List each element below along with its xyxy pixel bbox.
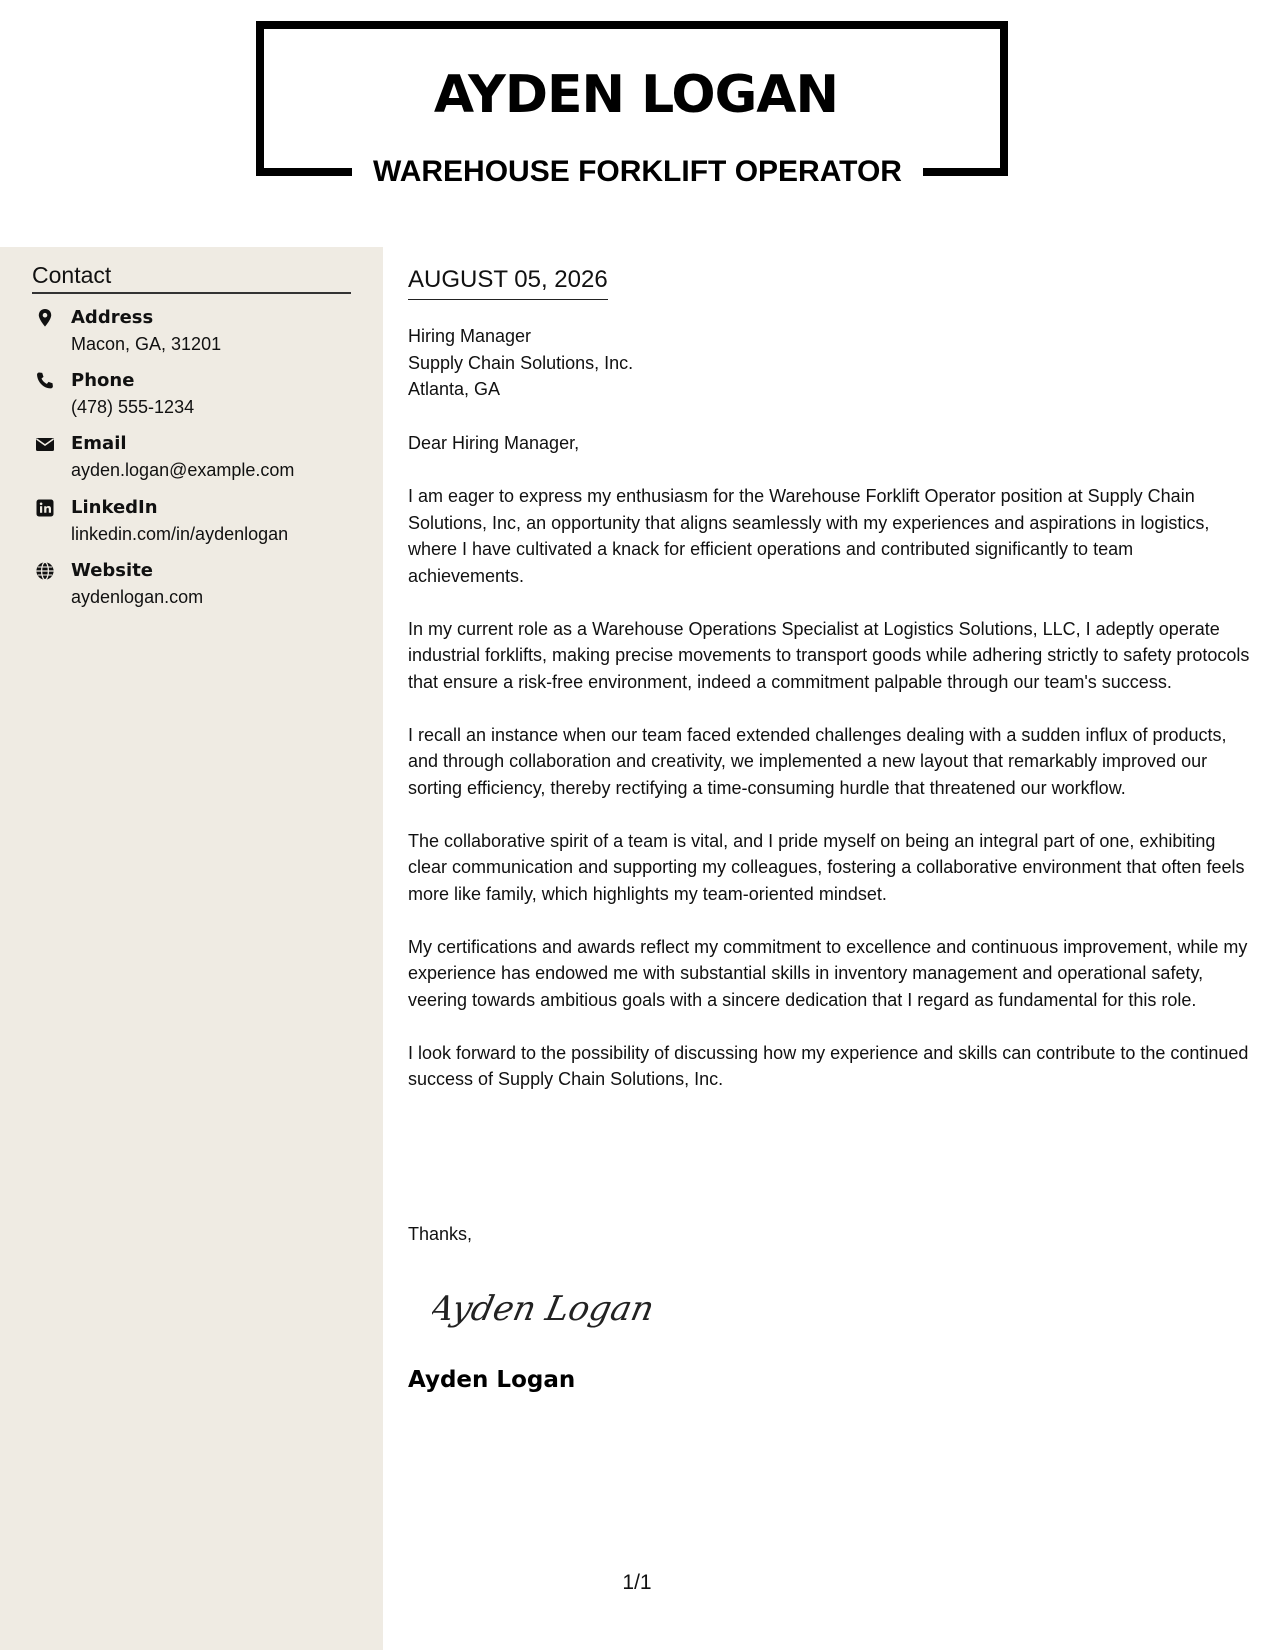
- contact-value: aydenlogan.com: [71, 587, 204, 607]
- contact-value: (478) 555-1234: [71, 397, 195, 417]
- signer-name: Ayden Logan: [408, 1367, 576, 1393]
- map-pin-icon: [35, 308, 55, 328]
- header-frame-bottom-left: [256, 168, 352, 176]
- contact-value: ayden.logan@example.com: [71, 460, 295, 480]
- contact-label: Address: [71, 307, 154, 328]
- closing: Thanks,: [408, 1224, 473, 1244]
- contact-email: [32, 432, 362, 488]
- body-paragraph: My certifications and awards reflect my commitment to excellence and continuous improvement, while my experience has endowed me with substantial skills in inventory management and operational safety, veering towards ambitious goals with a sincere dedication that I regard as fundamental for this role.: [408, 936, 1248, 1010]
- phone-icon: [35, 371, 55, 391]
- letter-body: [408, 483, 1253, 1119]
- salutation: Dear Hiring Manager,: [408, 433, 580, 453]
- body-paragraph: I recall an instance when our team faced extended challenges dealing with a sudden influx of products, and through collaboration and creativity, we implemented a new layout that remarkably improved our sorting efficiency, thereby rectifying a time-consuming hurdle that threatened our workflow.: [408, 724, 1227, 798]
- job-title: WAREHOUSE FORKLIFT OPERATOR: [373, 155, 902, 188]
- contact-website: [32, 559, 362, 615]
- contact-phone: [32, 369, 362, 425]
- contact-label: LinkedIn: [71, 497, 158, 518]
- contact-linkedin: [32, 496, 362, 552]
- contact-value: linkedin.com/in/aydenlogan: [71, 524, 289, 544]
- signature-text: Ayden Logan: [432, 1289, 652, 1329]
- linkedin-icon: [35, 498, 55, 518]
- recipient-block: [408, 323, 633, 403]
- applicant-name: AYDEN LOGAN: [433, 65, 839, 125]
- recipient-line: Atlanta, GA: [408, 379, 501, 399]
- contact-label: Website: [71, 560, 154, 581]
- envelope-icon: [35, 434, 55, 454]
- body-paragraph: In my current role as a Warehouse Operations Specialist at Logistics Solutions, LLC, I adeptly operate industrial forklifts, making precise movements to transport goods while adhering strictly to safety protocols that ensure a risk-free environment, indeed a commitment palpable through our team's success.: [408, 618, 1250, 692]
- body-paragraph: I look forward to the possibility of discussing how my experience and skills can contribute to the continued success of Supply Chain Solutions, Inc.: [408, 1042, 1249, 1089]
- contact-heading: Contact: [32, 260, 351, 294]
- recipient-line: Hiring Manager: [408, 326, 532, 346]
- contact-address: [32, 306, 362, 362]
- page-number: 1/1: [622, 1571, 652, 1594]
- contact-value: Macon, GA, 31201: [71, 334, 222, 354]
- contact-label: Email: [71, 433, 127, 454]
- globe-icon: [35, 561, 55, 581]
- header-frame-bottom-right: [923, 168, 1008, 176]
- body-paragraph: I am eager to express my enthusiasm for the Warehouse Forklift Operator position at Supply Chain Solutions, Inc, an opportunity that aligns seamlessly with my experiences and aspirations in logistics, where I have cultivated a knack for efficient operations and contributed significantly to team achievements.: [408, 486, 1210, 586]
- contact-label: Phone: [71, 370, 135, 391]
- recipient-line: Supply Chain Solutions, Inc.: [408, 352, 634, 373]
- body-paragraph: The collaborative spirit of a team is vital, and I pride myself on being an integral part of one, exhibiting clear communication and supporting my colleagues, fostering a collaborative environment that often feels more like family, which highlights my team-oriented mindset.: [408, 830, 1245, 904]
- signature: [432, 1278, 652, 1343]
- letter-date: AUGUST 05, 2026: [408, 265, 608, 300]
